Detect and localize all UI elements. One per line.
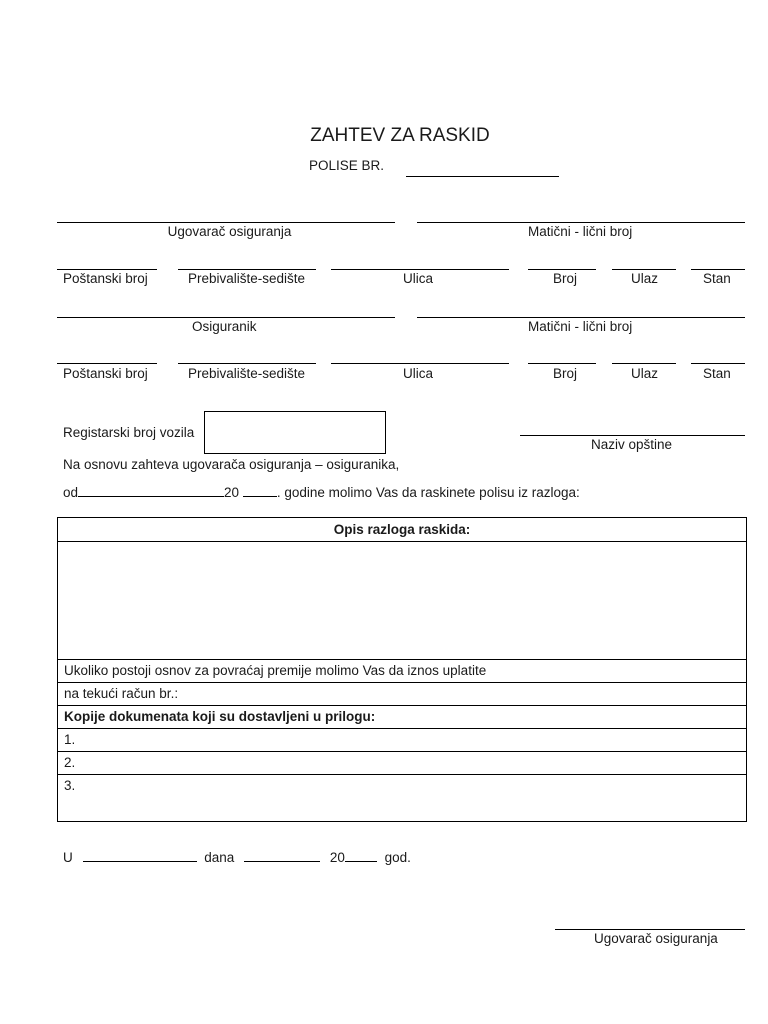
contractor-entrance-field[interactable]	[612, 269, 676, 270]
contractor-street-field[interactable]	[331, 269, 509, 270]
account-text: na tekući račun br.:	[64, 686, 179, 701]
contractor-apartment-field[interactable]	[691, 269, 745, 270]
contractor-number-field[interactable]	[528, 269, 596, 270]
date-label: dana	[204, 850, 235, 865]
insured-apartment-field[interactable]	[691, 363, 745, 364]
contractor-residence-field[interactable]	[178, 269, 316, 270]
policy-number-field[interactable]	[406, 176, 559, 177]
god-label: god.	[384, 850, 411, 865]
contractor-street-label: Ulica	[403, 271, 434, 286]
insured-entrance-field[interactable]	[612, 363, 676, 364]
insured-id-label: Matični - lični broj	[528, 319, 633, 334]
insured-postal-label: Poštanski broj	[63, 366, 148, 381]
insured-residence-field[interactable]	[178, 363, 316, 364]
od-label: od	[63, 485, 79, 500]
request-line-1: Na osnovu zahteva ugovarača osiguranja – osiguranika,	[63, 457, 400, 472]
request-year-field[interactable]	[243, 484, 277, 497]
registration-input-box[interactable]	[204, 411, 386, 454]
contractor-name-label: Ugovarač osiguranja	[167, 224, 292, 239]
registration-label: Registarski broj vozila	[63, 425, 195, 440]
contractor-postal-field[interactable]	[57, 269, 157, 270]
refund-row	[58, 660, 746, 683]
place-date-line	[63, 849, 411, 866]
list-item[interactable]	[58, 752, 746, 775]
insured-apartment-label: Stan	[703, 366, 731, 381]
form-title: ZAHTEV ZA RASKID	[310, 125, 490, 146]
insured-name-label: Osiguranik	[192, 319, 257, 334]
reason-description-area[interactable]	[58, 542, 746, 660]
insured-entrance-label: Ulaz	[631, 366, 659, 381]
place-field[interactable]	[83, 849, 197, 862]
insured-postal-field[interactable]	[57, 363, 157, 364]
insured-name-field[interactable]	[57, 317, 395, 318]
insured-street-field[interactable]	[331, 363, 509, 364]
date-field[interactable]	[244, 849, 320, 862]
account-row[interactable]	[58, 683, 746, 706]
reason-table	[57, 517, 747, 822]
item-number: 1.	[64, 732, 76, 747]
copies-header: Kopije dokumenata koji su dostavljeni u prilogu:	[64, 709, 376, 724]
list-item[interactable]	[58, 775, 746, 820]
municipality-label: Naziv opštine	[591, 437, 673, 452]
contractor-apartment-label: Stan	[703, 271, 731, 286]
year-prefix: 20	[224, 485, 240, 500]
contractor-number-label: Broj	[553, 271, 578, 286]
place-label: U	[63, 850, 73, 865]
insured-residence-label: Prebivalište-sedište	[188, 366, 306, 381]
item-number: 2.	[64, 755, 76, 770]
contractor-residence-label: Prebivalište-sedište	[188, 271, 306, 286]
signature-label: Ugovarač osiguranja	[594, 931, 718, 946]
list-item[interactable]	[58, 729, 746, 752]
insured-id-field[interactable]	[417, 317, 745, 318]
item-number: 3.	[64, 778, 76, 793]
contractor-entrance-label: Ulaz	[631, 271, 659, 286]
insured-number-field[interactable]	[528, 363, 596, 364]
contractor-id-label: Matični - lični broj	[528, 224, 633, 239]
contractor-name-field[interactable]	[57, 222, 395, 223]
table-header-row	[58, 518, 746, 542]
signature-field[interactable]	[555, 929, 745, 930]
request-line-2	[63, 484, 580, 501]
copies-header-row	[58, 706, 746, 729]
insured-number-label: Broj	[553, 366, 578, 381]
footer-year-field[interactable]	[345, 849, 377, 862]
table-header: Opis razloga raskida:	[333, 522, 471, 537]
request-line-2-rest: . godine molimo Vas da raskinete polisu iz razloga:	[276, 485, 580, 500]
request-date-field[interactable]	[78, 484, 224, 497]
contractor-postal-label: Poštanski broj	[63, 271, 148, 286]
policy-number-label: POLISE BR.	[309, 158, 385, 173]
municipality-field[interactable]	[520, 435, 745, 436]
insured-street-label: Ulica	[403, 366, 434, 381]
footer-year-prefix: 20	[329, 850, 345, 865]
refund-text: Ukoliko postoji osnov za povraćaj premije molimo Vas da iznos uplatite	[64, 663, 487, 678]
contractor-id-field[interactable]	[417, 222, 745, 223]
